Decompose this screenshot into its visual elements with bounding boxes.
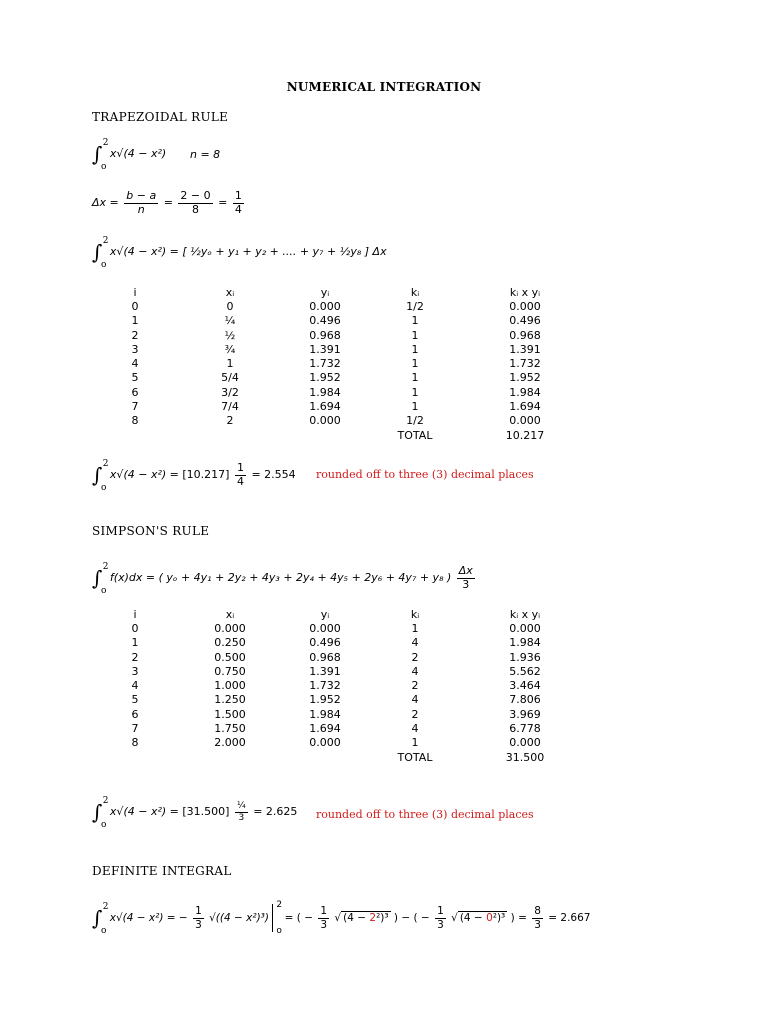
simpson-heading: SIMPSON'S RULE [92, 524, 210, 538]
table-row: 7 1.750 1.694 4 6.778 [131, 722, 541, 736]
delta-x-equation: Δx = $\frac{b - a}{n}$ = $\frac{2 - 0}{8}$ = $\frac{1}{4}$ [92, 189, 242, 216]
table-row: 0 0 0.000 1/2 0.000 [131, 299, 541, 313]
table-row: 1 ¼ 0.496 1 0.496 [131, 314, 541, 328]
table-row: 6 3/2 1.984 1 1.984 [131, 385, 541, 399]
integral-sign: ∫ 2 o [92, 459, 109, 494]
table-row: 5 5/4 1.952 1 1.952 [131, 371, 541, 385]
simpson-rounding-note: rounded off to three (3) decimal places [316, 808, 534, 821]
table-row: 4 1 1.732 1 1.732 [131, 357, 541, 371]
page-title: NUMERICAL INTEGRATION [286, 80, 482, 94]
simpson-table [100, 607, 580, 764]
evaluation-bar: 2 o [272, 904, 281, 932]
definite-integral-equation: ∫ 2 o x√(4 − x²) = − $\frac{1}{3}$ √((4 − x²)³) 2 o = ( − $\frac{1}{3}$ √ (4 − 2²)³ ) − ( − $\frac{1}{3}$ √ (4 − 0²)³ ) = $\frac{8}{3}$ = 2.667 [92, 900, 591, 936]
simpson-result: ∫ 2 o x√(4 − x²) = [31.500] $\frac{\text{¼}}{3}$ = 2.625 [92, 796, 298, 830]
trapezoidal-formula: ∫ 2 o x√(4 − x²) = [ ½yₒ + y₁ + y₂ + .... + y₇ + ½y₈ ] Δx [92, 236, 387, 270]
table-row: 8 2 0.000 1/2 0.000 [131, 414, 541, 428]
table-header-row: i xᵢ yᵢ kᵢ kᵢ x yᵢ [133, 285, 541, 299]
table-row: 2 0.500 0.968 2 1.936 [131, 650, 541, 664]
n-value: n = 8 [190, 148, 221, 161]
table-row: 7 7/4 1.694 1 1.694 [131, 400, 541, 414]
integral-sign: ∫ 2 o [92, 562, 109, 597]
table-row: 4 1.000 1.732 2 3.464 [131, 679, 541, 693]
integral-sign: ∫ 2 o [92, 796, 109, 830]
table-row: 0 0.000 0.000 1 0.000 [131, 621, 541, 635]
trapezoidal-rounding-note: rounded off to three (3) decimal places [316, 468, 534, 481]
table-total-row: TOTAL 31.500 [397, 750, 545, 764]
definite-heading: DEFINITE INTEGRAL [92, 864, 232, 878]
table-row: 2 ½ 0.968 1 0.968 [131, 328, 541, 342]
trapezoidal-heading: TRAPEZOIDAL RULE [92, 110, 229, 124]
table-row: 8 2.000 0.000 1 0.000 [131, 736, 541, 750]
table-row: 3 ¾ 1.391 1 1.391 [131, 342, 541, 356]
integral-sign: ∫ 2 o [92, 902, 109, 936]
simpson-formula: ∫ 2 o f(x)dx = ( yₒ + 4y₁ + 2y₂ + 4y₃ + 2y₄ + 4y₅ + 2y₆ + 4y₇ + y₈ ) $\frac{\Delta x}{3}$ [92, 562, 473, 597]
table-row: 3 0.750 1.391 4 5.562 [131, 664, 541, 678]
integral-sign: ∫ 2 o [92, 236, 109, 270]
integral-sign: ∫ 2 o [92, 138, 109, 172]
trap-integral-statement [92, 138, 167, 172]
table-row: 6 1.500 1.984 2 3.969 [131, 707, 541, 721]
table-row: 5 1.250 1.952 4 7.806 [131, 693, 541, 707]
trapezoidal-table [100, 285, 580, 442]
table-total-row: TOTAL 10.217 [397, 428, 545, 442]
trapezoidal-result: ∫ 2 o x√(4 − x²) = [10.217] $\frac{1}{4}$ = 2.554 [92, 459, 296, 494]
table-row: 1 0.250 0.496 4 1.984 [131, 636, 541, 650]
table-header-row: i xᵢ yᵢ kᵢ kᵢ x yᵢ [133, 607, 541, 621]
integrand: x√(4 − x²) [109, 147, 167, 160]
